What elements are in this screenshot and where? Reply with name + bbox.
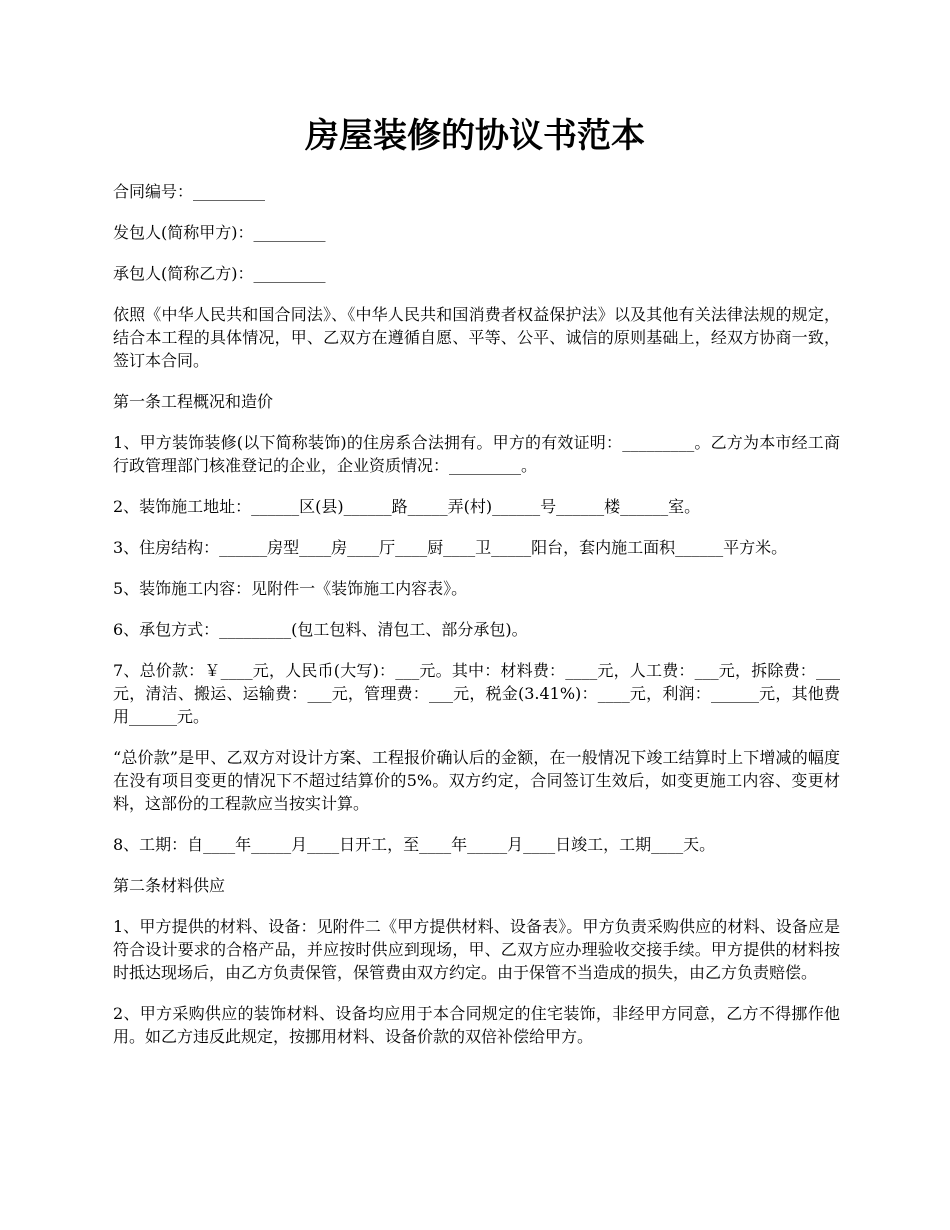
- section-heading-1: 第一条工程概况和造价: [113, 392, 274, 411]
- clause-1-7: 7、总价款：￥____元，人民币(大写)：___元。其中：材料费：____元，人工费：___元，拆除费：___元，清洁、搬运、运输费：___元，管理费：___元，税金(3.41%)：____元，利润：______元，其他费用______元。: [113, 661, 840, 726]
- party-a-line: 发包人(简称甲方)：_________: [113, 223, 326, 242]
- total-price-note: “总价款”是甲、乙双方对设计方案、工程报价确认后的金额，在一般情况下竣工结算时上下增减的幅度在没有项目变更的情况下不超过结算价的5%。双方约定，合同签订生效后，如变更施工内容、变更材料，这部份的工程款应当按实计算。: [113, 748, 840, 813]
- document-title: 房屋装修的协议书范本: [305, 116, 645, 156]
- party-b-line: 承包人(简称乙方)：_________: [113, 264, 326, 283]
- clause-2-2: 2、甲方采购供应的装饰材料、设备均应用于本合同规定的住宅装饰，非经甲方同意，乙方不得挪作他用。如乙方违反此规定，按挪用材料、设备价款的双倍补偿给甲方。: [113, 1004, 840, 1046]
- section-heading-2: 第二条材料供应: [113, 876, 226, 895]
- clause-2-1: 1、甲方提供的材料、设备：见附件二《甲方提供材料、设备表》。甲方负责采购供应的材料、设备应是符合设计要求的合格产品，并应按时供应到现场，甲、乙双方应办理验收交接手续。甲方提供的材料按时抵达现场后，由乙方负责保管，保管费由双方约定。由于保管不当造成的损失，由乙方负责赔偿。: [113, 917, 840, 982]
- clause-1-2: 2、装饰施工地址：______区(县)______路_____弄(村)______号______楼______室。: [113, 497, 701, 516]
- contract-number-line: 合同编号：_________: [113, 182, 266, 201]
- clause-1-3: 3、住房结构：______房型____房____厅____厨____卫_____阳台，套内施工面积______平方米。: [113, 538, 788, 557]
- clause-1-1: 1、甲方装饰装修(以下简称装饰)的住房系合法拥有。甲方的有效证明：_________。乙方为本市经工商行政管理部门核准登记的企业，企业资质情况：_________。: [113, 433, 840, 475]
- clause-1-5: 5、装饰施工内容：见附件一《装饰施工内容表》。: [113, 579, 468, 598]
- preamble-paragraph: 依照《中华人民共和国合同法》、《中华人民共和国消费者权益保护法》以及其他有关法律法规的规定，结合本工程的具体情况，甲、乙双方在遵循自愿、平等、公平、诚信的原则基础上，经双方协商一致，签订本合同。: [113, 305, 840, 370]
- document-body: [113, 180, 840, 1066]
- clause-1-8: 8、工期：自____年_____月____日开工，至____年_____月____日竣工，工期____天。: [113, 835, 716, 854]
- clause-1-6: 6、承包方式：_________(包工包料、清包工、部分承包)。: [113, 620, 528, 639]
